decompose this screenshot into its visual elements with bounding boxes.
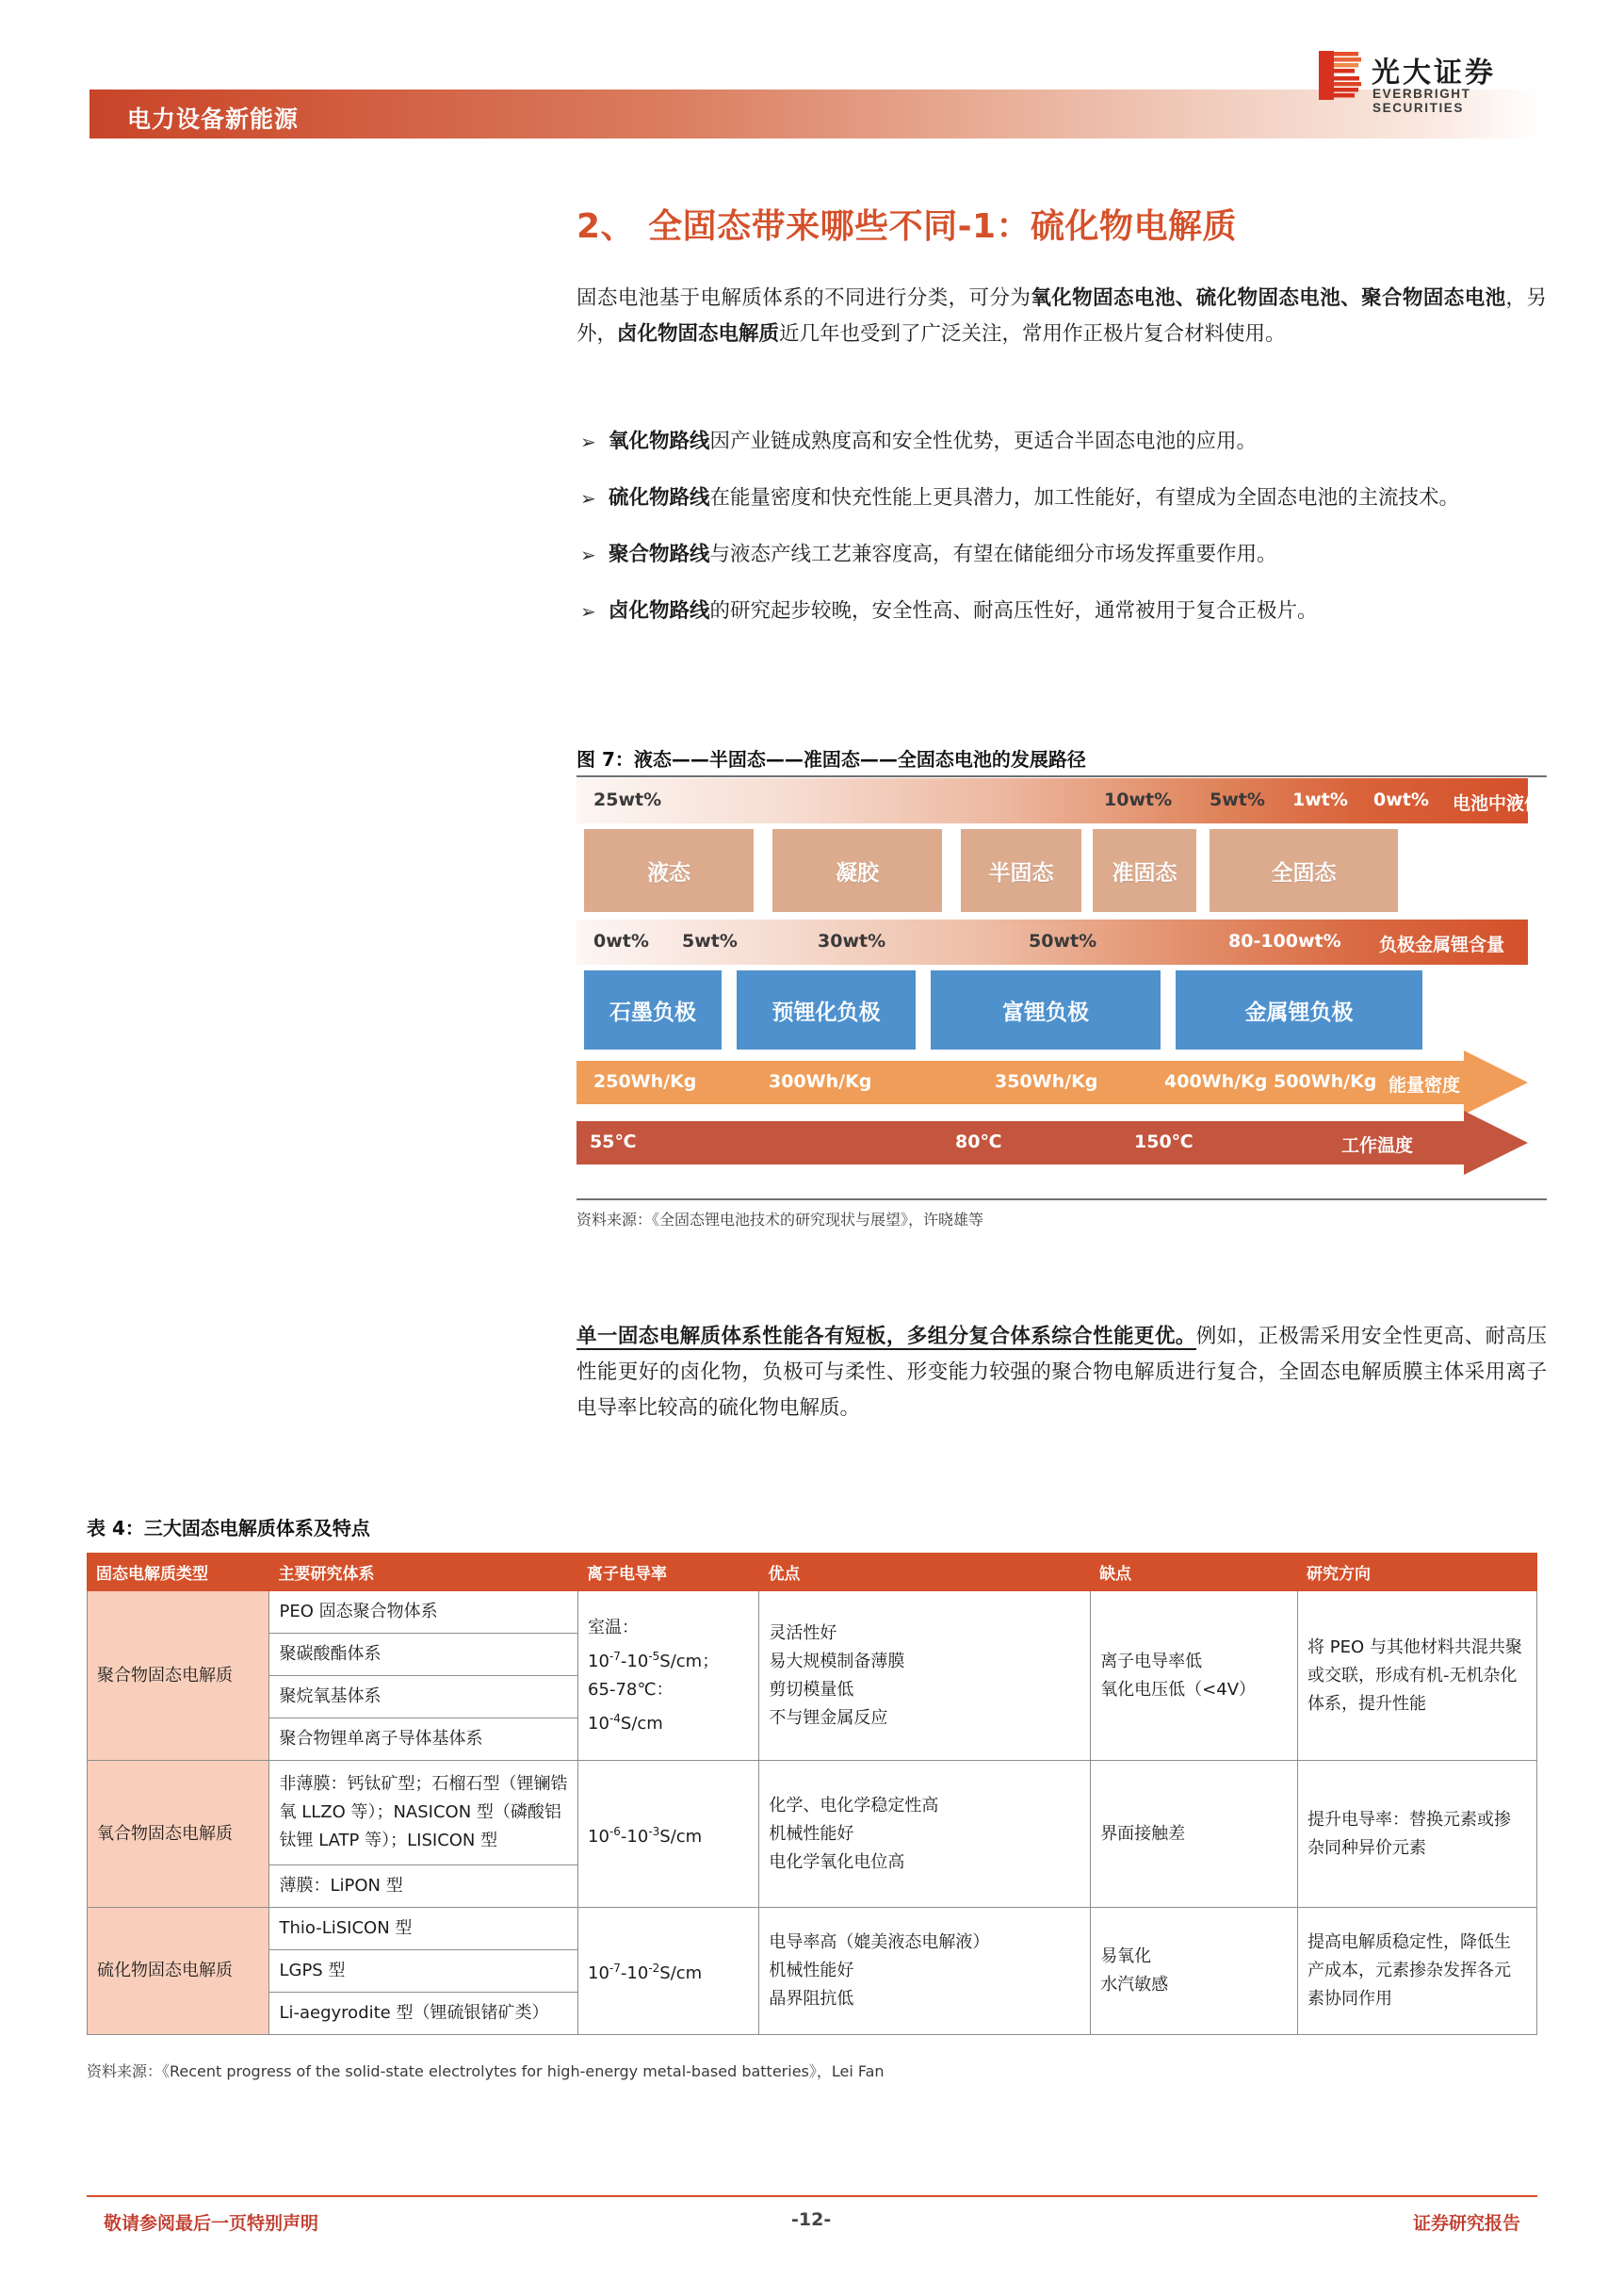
intro-bold-1: 氧化物固态电池、硫化物固态电池、聚合物固态电池 [1031,286,1506,310]
mid-paragraph-bold: 单一固态电解质体系性能各有短板，多组分复合体系综合性能更优。 [577,1325,1196,1348]
table-caption: 表 4：三大固态电解质体系及特点 [87,1517,370,1539]
th-conductivity: 离子电导率 [578,1554,759,1591]
state-box-quasi-solid: 准固态 [1093,829,1196,912]
bullet-item [577,424,1547,460]
intro-text-d: 近几年也受到了广泛关注，常用作正极片复合材料使用。 [779,322,1286,346]
table-row [88,1761,1537,1865]
table-source: 资料来源：《Recent progress of the solid-state electrolytes for high-energy metal-based batteries》，Lei Fan [87,2062,885,2080]
cell-conductivity-oxide: $10^{-6}-10^{-3}S/cm$ [578,1761,759,1908]
everbright-logo-icon [1319,51,1362,100]
cell-system: 聚烷氧基体系 [269,1676,578,1718]
cell-system: Li-aegyrodite 型（锂硫银锗矿类） [269,1993,578,2035]
anode-box-lithium-metal: 金属锂负极 [1176,970,1422,1050]
mid-paragraph-block [577,1319,1547,1426]
bullet-item [577,480,1547,516]
figure-source-rule [577,1198,1547,1200]
bullet-list [577,424,1547,650]
cell-cons-oxide: 界面接触差 [1091,1761,1298,1908]
liquid-tick-25: 25wt% [593,790,662,810]
figure-source: 资料来源：《全固态锂电池技术的研究现状与展望》，许晓雄等 [577,1211,984,1229]
bullet-arrow-icon: ➢ [580,544,596,566]
state-box-gel: 凝胶 [772,829,942,912]
section-title [577,200,1547,248]
intro-bold-2: 卤化物固态电解质 [617,322,780,346]
energy-arrow-axis-label: 能量密度 [1389,1075,1461,1096]
energy-tick-400: 400Wh/Kg [1164,1071,1268,1092]
th-cons: 缺点 [1091,1554,1298,1591]
header-category: 电力设备新能源 [127,106,300,133]
temp-arrow-axis-label: 工作温度 [1341,1135,1414,1156]
cell-system: 非薄膜：钙钛矿型；石榴石型（锂镧锆氧 LLZO 等）；NASICON 型（磷酸铝钛锂 LATP 等）；LISICON 型 [269,1761,578,1865]
bullet-item [577,537,1547,573]
bullet-rest: 与液态产线工艺兼容度高，有望在储能细分市场发挥重要作用。 [709,543,1277,566]
cell-system: 薄膜：LiPON 型 [269,1865,578,1908]
liquid-tick-5: 5wt% [1210,790,1265,810]
bullet-arrow-icon: ➢ [580,600,596,623]
liquid-bar-axis-label: 电池中液体含量 [1453,793,1579,814]
cell-cons-polymer: 离子电导率低 氧化电压低（<4V） [1091,1591,1298,1761]
temp-arrow-body [577,1121,1464,1164]
th-type: 固态电解质类型 [88,1554,269,1591]
cell-category-sulfide: 硫化物固态电解质 [88,1908,269,2035]
intro-paragraph-block [577,281,1547,352]
anode-box-lithium-rich: 富锂负极 [931,970,1161,1050]
cell-system: LGPS 型 [269,1950,578,1993]
lithium-tick-0: 0wt% [593,931,649,952]
temp-tick-55: 55℃ [590,1132,637,1152]
energy-tick-350: 350Wh/Kg [995,1071,1098,1092]
cell-direction-polymer: 将 PEO 与其他材料共混共聚或交联，形成有机-无机杂化体系，提升性能 [1298,1591,1537,1761]
temp-arrow-head-icon [1464,1111,1528,1175]
state-box-liquid: 液态 [584,829,754,912]
figure-caption: 图 7：液态——半固态——准固态——全固态电池的发展路径 [577,748,1086,771]
cell-system: 聚合物锂单离子导体基体系 [269,1718,578,1761]
energy-arrow-head-icon [1464,1050,1528,1115]
bullet-rest: 因产业链成熟度高和安全性优势，更适合半固态电池的应用。 [709,430,1258,453]
bullet-bold: 聚合物路线 [609,543,710,566]
lithium-tick-5: 5wt% [682,931,738,952]
cell-pros-oxide: 化学、电化学稳定性高 机械性能好 电化学氧化电位高 [759,1761,1091,1908]
cell-conductivity-polymer: 室温： $10^{-7}-10^{-5}S/cm$； 65-78℃： $10^{-4}S/cm$ [578,1591,759,1761]
cell-system: PEO 固态聚合物体系 [269,1591,578,1634]
logo-english-text: EVERBRIGHT SECURITIES [1372,87,1471,115]
cell-pros-sulfide: 电导率高（媲美液态电解液） 机械性能好 晶界阻抗低 [759,1908,1091,2035]
footer-report-label: 证券研究报告 [1412,2213,1520,2234]
lithium-bar-axis-label: 负极金属锂含量 [1379,935,1505,955]
th-systems: 主要研究体系 [269,1554,578,1591]
th-pros: 优点 [759,1554,1091,1591]
table-row [88,1908,1537,1950]
cell-category-polymer: 聚合物固态电解质 [88,1591,269,1761]
temp-tick-80: 80℃ [955,1132,1002,1152]
lithium-tick-30: 30wt% [818,931,886,952]
liquid-content-bar [577,778,1579,823]
anode-box-prelithiated: 预锂化负极 [737,970,916,1050]
state-box-all-solid: 全固态 [1210,829,1398,912]
cell-direction-oxide: 提升电导率：替换元素或掺杂同种异价元素 [1298,1761,1537,1908]
cell-category-oxide: 氧合物固态电解质 [88,1761,269,1908]
footer-page-number: -12- [791,2209,832,2230]
bullet-arrow-icon: ➢ [580,487,596,510]
cell-cons-sulfide: 易氧化 水汽敏感 [1091,1908,1298,2035]
intro-text-c: ，另外， [577,286,1547,346]
figure-7-diagram [577,778,1579,1183]
energy-tick-250: 250Wh/Kg [593,1071,697,1092]
cell-direction-sulfide: 提高电解质稳定性，降低生产成本，元素掺杂发挥各元素协同作用 [1298,1908,1537,2035]
electrolyte-comparison-table [87,1553,1537,2035]
footer-disclaimer: 敬请参阅最后一页特别声明 [104,2213,319,2234]
section-number: 2、 [577,207,636,246]
bullet-rest: 在能量密度和快充性能上更具潜力，加工性能好，有望成为全固态电池的主流技术。 [709,486,1460,510]
bullet-bold: 卤化物路线 [609,599,710,623]
mid-paragraph-rest: 例如，正极需采用安全性更高、耐高压性能更好的卤化物，负极可与柔性、形变能力较强的聚合物电解质进行复合，全固态电解质膜主体采用离子电导率比较高的硫化物电解质。 [577,1325,1547,1420]
liquid-tick-0: 0wt% [1373,790,1429,810]
logo-chinese-text: 光大证券 [1372,57,1496,90]
cell-system: Thio-LiSICON 型 [269,1908,578,1950]
state-box-semi-solid: 半固态 [961,829,1081,912]
cell-system: 聚碳酸酯体系 [269,1634,578,1676]
company-logo [1319,49,1554,115]
section-title-text: 全固态带来哪些不同-1：硫化物电解质 [648,207,1238,246]
bullet-bold: 硫化物路线 [609,486,710,510]
cell-conductivity-sulfide: $10^{-7}-10^{-2}S/cm$ [578,1908,759,2035]
cell-pros-polymer: 灵活性好 易大规模制备薄膜 剪切模量低 不与锂金属反应 [759,1591,1091,1761]
lithium-content-bar [577,920,1528,965]
lithium-tick-80-100: 80-100wt% [1228,931,1341,952]
th-direction: 研究方向 [1298,1554,1537,1591]
lithium-tick-50: 50wt% [1029,931,1097,952]
intro-text-a: 固态电池基于电解质体系的不同进行分类，可分为 [577,286,1031,310]
bullet-bold: 氧化物路线 [609,430,710,453]
bullet-item [577,594,1547,629]
mid-paragraph [577,1319,1547,1426]
figure-top-rule [577,775,1547,777]
energy-density-arrow [577,1061,1528,1104]
energy-tick-500: 500Wh/Kg [1274,1071,1377,1092]
anode-box-graphite: 石墨负极 [584,970,722,1050]
state-box-row [577,829,1528,912]
liquid-tick-1: 1wt% [1292,790,1348,810]
table-header-row [88,1554,1537,1591]
temp-tick-150: 150℃ [1134,1132,1194,1152]
intro-paragraph [577,281,1547,352]
bullet-arrow-icon: ➢ [580,431,596,453]
anode-box-row [577,970,1528,1050]
bullet-rest: 的研究起步较晚，安全性高、耐高压性好，通常被用于复合正极片。 [709,599,1318,623]
working-temperature-arrow [577,1121,1528,1164]
footer-divider [87,2195,1537,2197]
table-row [88,1591,1537,1634]
energy-tick-300: 300Wh/Kg [769,1071,872,1092]
liquid-tick-10: 10wt% [1104,790,1173,810]
